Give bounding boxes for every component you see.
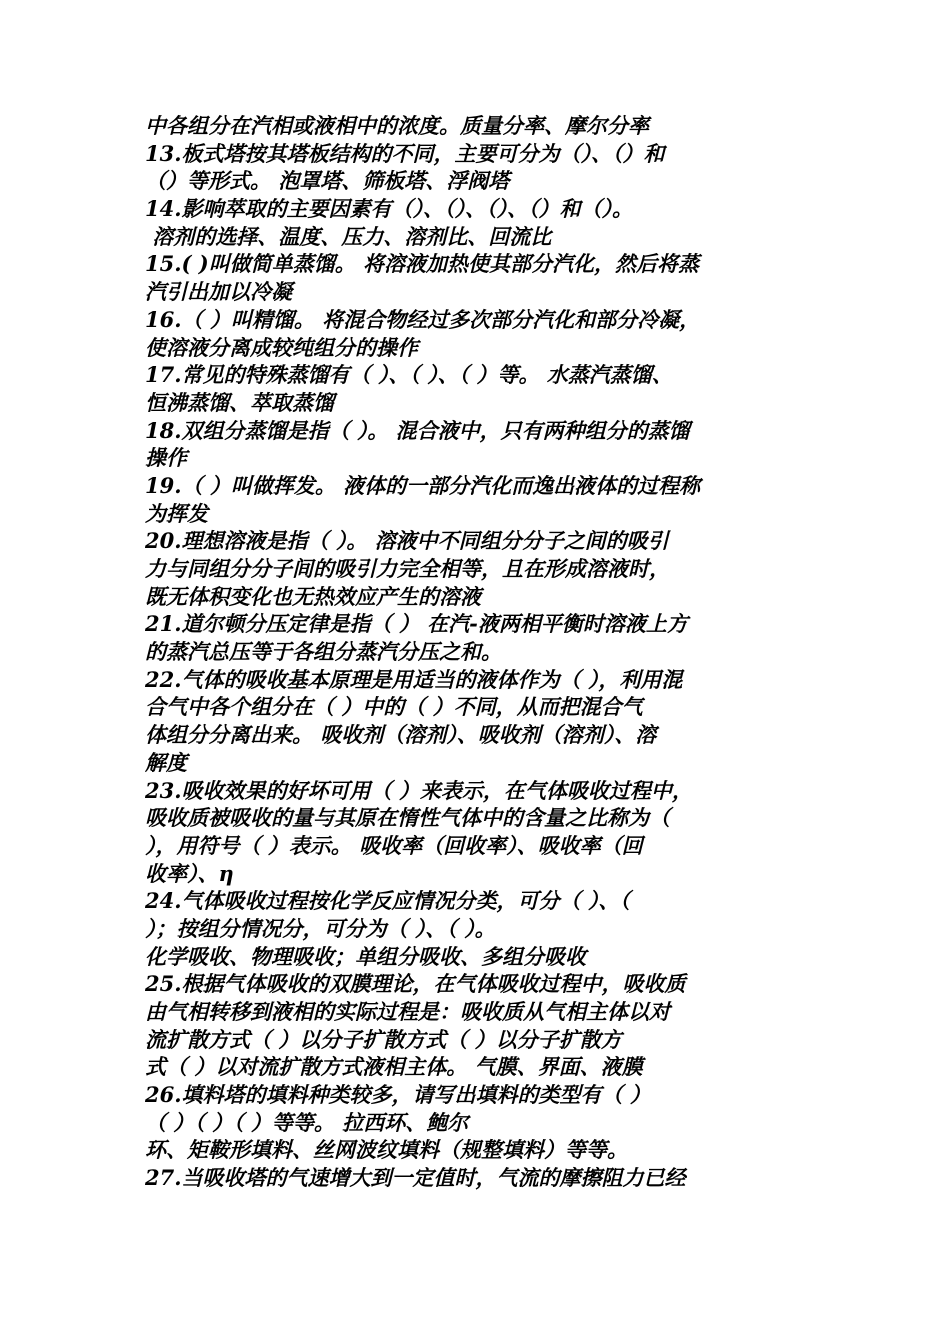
text-line: （）等形式。 泡罩塔、筛板塔、浮阀塔 [145,168,510,194]
text-line: 15.( )叫做简单蒸馏。 将溶液加热使其部分汽化，然后将蒸 [145,251,700,277]
text-line: 13.板式塔按其塔板结构的不同，主要可分为（）、（）和 [145,140,665,166]
text-line: 19.（ ）叫做挥发。 液体的一部分汽化而逸出液体的过程称 [145,472,701,498]
text-line: ），用符号（ ）表示。 吸收率（回收率）、吸收率（回 [145,832,643,858]
text-line: ）；按组分情况分，可分为（ ）、（ ）。 [145,915,496,941]
text-line: 22.气体的吸收基本原理是用适当的液体作为（ ），利用混 [145,666,683,692]
text-line: 式（ ）以对流扩散方式液相主体。 气膜、界面、液膜 [145,1054,643,1080]
text-line: 溶剂的选择、温度、压力、溶剂比、回流比 [145,223,552,249]
text-line: 20.理想溶液是指（ ）。 溶液中不同组分分子之间的吸引 [145,528,669,554]
text-line: 中各组分在汽相或液相中的浓度。质量分率、摩尔分率 [145,113,649,138]
text-line: 23.吸收效果的好坏可用（ ）来表示，在气体吸收过程中， [145,777,693,803]
text-line: 解度 [145,749,187,775]
text-line: 吸收质被吸收的量与其原在惰性气体中的含量之比称为（ [145,805,670,831]
text-line: 21.道尔顿分压定律是指（ ） 在汽-液两相平衡时溶液上方 [145,611,688,637]
text-line: 体组分分离出来。 吸收剂（溶剂）、吸收剂（溶剂）、溶 [145,722,657,748]
text-line: 汽引出加以冷凝 [145,279,292,305]
text-line: 使溶液分离成较纯组分的操作 [145,334,418,360]
text-line: 27.当吸收塔的气速增大到一定值时，气流的摩擦阻力已经 [145,1165,686,1191]
text-line: 环、矩鞍形填料、丝网波纹填料（规整填料）等等。 [145,1137,628,1163]
text-line: 为挥发 [145,500,208,526]
text-line: 力与同组分分子间的吸引力完全相等，且在形成溶液时， [145,556,670,581]
text-line: 流扩散方式（ ）以分子扩散方式（ ）以分子扩散方 [145,1026,622,1052]
text-line: 14.影响萃取的主要因素有（）、（）、（）、（）和（）。 [145,196,634,222]
text-line: 化学吸收、物理吸收；单组分吸收、多组分吸收 [145,943,586,969]
text-line: 的蒸汽总压等于各组分蒸汽分压之和。 [145,639,502,665]
text-line: 17.常见的特殊蒸馏有（ ）、（ ）、（ ）等。 水蒸汽蒸馏、 [145,362,673,388]
text-line: 操作 [145,445,187,471]
text-line: 24.气体吸收过程按化学反应情况分类，可分（ ）、（ [145,888,630,914]
text-line: 恒沸蒸馏、萃取蒸馏 [145,389,334,415]
text-line: 既无体积变化也无热效应产生的溶液 [145,583,481,609]
text-line: 合气中各个组分在（ ）中的（ ）不同，从而把混合气 [145,694,643,720]
text-line: 18.双组分蒸馏是指（ ）。 混合液中，只有两种组分的蒸馏 [145,417,690,443]
text-line: 16.（ ）叫精馏。 将混合物经过多次部分汽化和部分冷凝， [145,306,701,332]
document-text [145,112,815,1192]
text-line: （ ）（ ）（ ）等等。 拉西环、鲍尔 [145,1109,469,1135]
text-line: 收率）、η [145,860,234,886]
text-line: 26.填料塔的填料种类较多，请写出填料的类型有（ ） [145,1082,651,1108]
text-line: 由气相转移到液相的实际过程是：吸收质从气相主体以对 [145,999,670,1024]
text-line: 25.根据气体吸收的双膜理论，在气体吸收过程中，吸收质 [145,971,686,997]
